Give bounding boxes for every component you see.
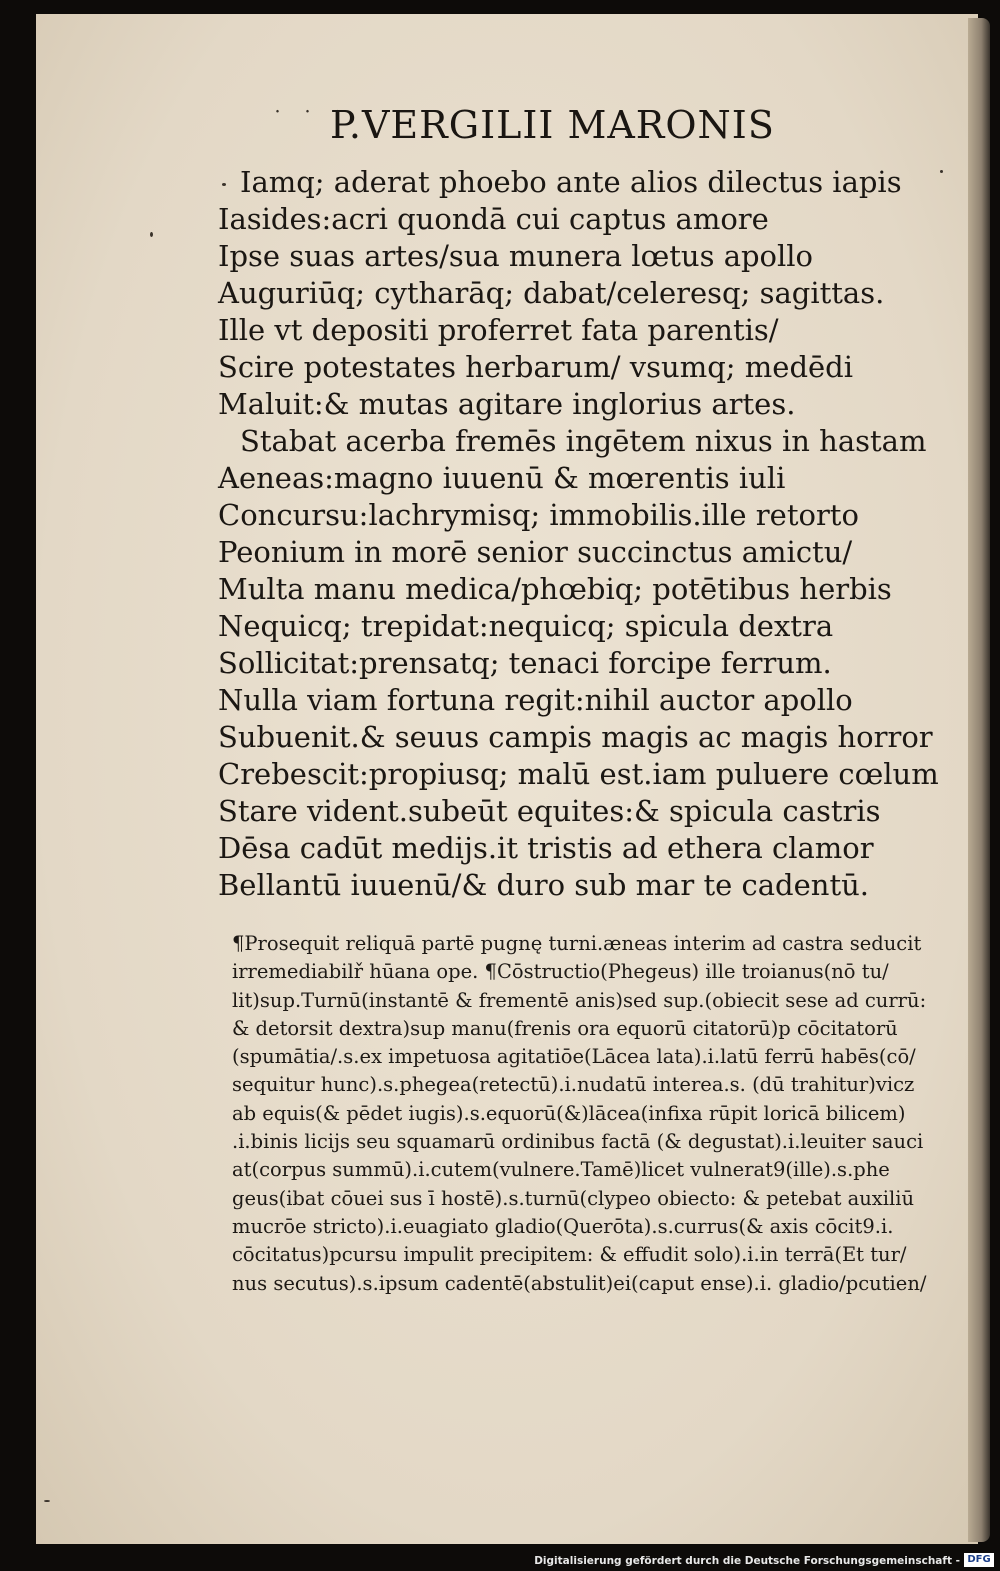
commentary-line: ab equis(& pēdet iugis).s.equorū(&)lācea(infixa rūpit loricā bilicem) xyxy=(232,1101,906,1125)
verse-line: Scire potestates herbarum/ vsumq; medēdi xyxy=(218,350,854,384)
ink-speck xyxy=(150,232,153,237)
ink-speck xyxy=(222,183,226,186)
verse-line: Stare vident.subeūt equites:& spicula castris xyxy=(218,794,881,828)
commentary-line: (spumātia/.s.ex impetuosa agitatiōe(Lācea lata).i.latū ferrū habēs(cō/ xyxy=(232,1045,916,1069)
funding-credit: Digitalisierung gefördert durch die Deutsche Forschungsgemeinschaft - xyxy=(534,1555,960,1567)
verse-line: Aeneas:magno iuuenū & mœrentis iuli xyxy=(218,461,786,495)
commentary-line: irremediabilř hūana ope. ¶Cōstructio(Phegeus) ille troianus(nō tu/ xyxy=(232,960,889,984)
verse-line: Nequicq; trepidat:nequicq; spicula dextra xyxy=(218,609,834,643)
commentary-line: nus secutus).s.ipsum cadentē(abstulit)ei(caput ense).i. gladio/pcutien/ xyxy=(232,1271,927,1295)
verse-line: Iamq; aderat phoebo ante alios dilectus iapis xyxy=(240,165,902,199)
commentary-line: lit)sup.Turnū(instantē & frementē anis)sed sup.(obiecit sese ad currū: xyxy=(232,988,927,1012)
commentary-line: sequitur hunc).s.phegea(retectū).i.nudatū interea.s. (dū trahitur)vicz xyxy=(232,1073,915,1097)
verse-line: Peonium in morē senior succinctus amictu/ xyxy=(218,535,853,569)
verse-line: Crebescit:propiusq; malū est.iam puluere cœlum xyxy=(218,757,939,791)
verse-line: Nulla viam fortuna regit:nihil auctor apollo xyxy=(218,683,853,717)
ink-speck xyxy=(940,170,943,173)
verse-line: Bellantū iuuenū/& duro sub mar te cadentū. xyxy=(218,868,869,902)
commentary-block xyxy=(232,930,964,1298)
commentary-line: geus(ibat cōuei sus ī hostē).s.turnū(clypeo obiecto: & petebat auxiliū xyxy=(232,1186,915,1210)
verse-line: Ipse suas artes/sua munera lœtus apollo xyxy=(218,239,814,273)
verse-line: Concursu:lachrymisq; immobilis.ille retorto xyxy=(218,498,859,532)
page-heading: P.VERGILII MARONIS xyxy=(330,103,775,147)
commentary-line: mucrōe stricto).i.euagiato gladio(Querōta).s.currus(& axis cōcit9.i. xyxy=(232,1214,894,1238)
verse-block xyxy=(218,164,958,904)
heading-marks: ˙ ˙ ˙ xyxy=(272,108,349,133)
commentary-line: & detorsit dextra)sup manu(frenis ora equorū citatorū)p cōcitatorū xyxy=(232,1016,898,1040)
dfg-logo: DFG xyxy=(964,1553,994,1567)
verse-line: Subuenit.& seuus campis magis ac magis horror xyxy=(218,720,933,754)
verse-line: Dēsa cadūt medijs.it tristis ad ethera clamor xyxy=(218,831,874,865)
ink-speck xyxy=(44,1500,50,1502)
verse-line: Auguriūq; cytharāq; dabat/celeresq; sagittas. xyxy=(218,276,885,310)
verse-line: Iasides:acri quondā cui captus amore xyxy=(218,202,769,236)
commentary-line: at(corpus summū).i.cutem(vulnere.Tamē)licet vulnerat9(ille).s.phe xyxy=(232,1158,890,1182)
page-edge xyxy=(968,18,990,1542)
commentary-line: ¶Prosequit reliquā partē pugnę turni.æneas interim ad castra seducit xyxy=(232,932,922,955)
verse-line: Multa manu medica/phœbiq; potētibus herbis xyxy=(218,572,892,606)
verse-line: Sollicitat:prensatq; tenaci forcipe ferrum. xyxy=(218,646,832,680)
commentary-line: cōcitatus)pcursu impulit precipitem: & effudit solo).i.in terrā(Et tur/ xyxy=(232,1243,907,1267)
verse-line: Ille vt depositi proferret fata parentis/ xyxy=(218,313,779,347)
commentary-line: .i.binis licijs seu squamarū ordinibus factā (& degustat).i.leuiter sauci xyxy=(232,1130,924,1154)
verse-line: Maluit:& mutas agitare inglorius artes. xyxy=(218,387,796,421)
verse-line: Stabat acerba fremēs ingētem nixus in hastam xyxy=(240,424,927,458)
